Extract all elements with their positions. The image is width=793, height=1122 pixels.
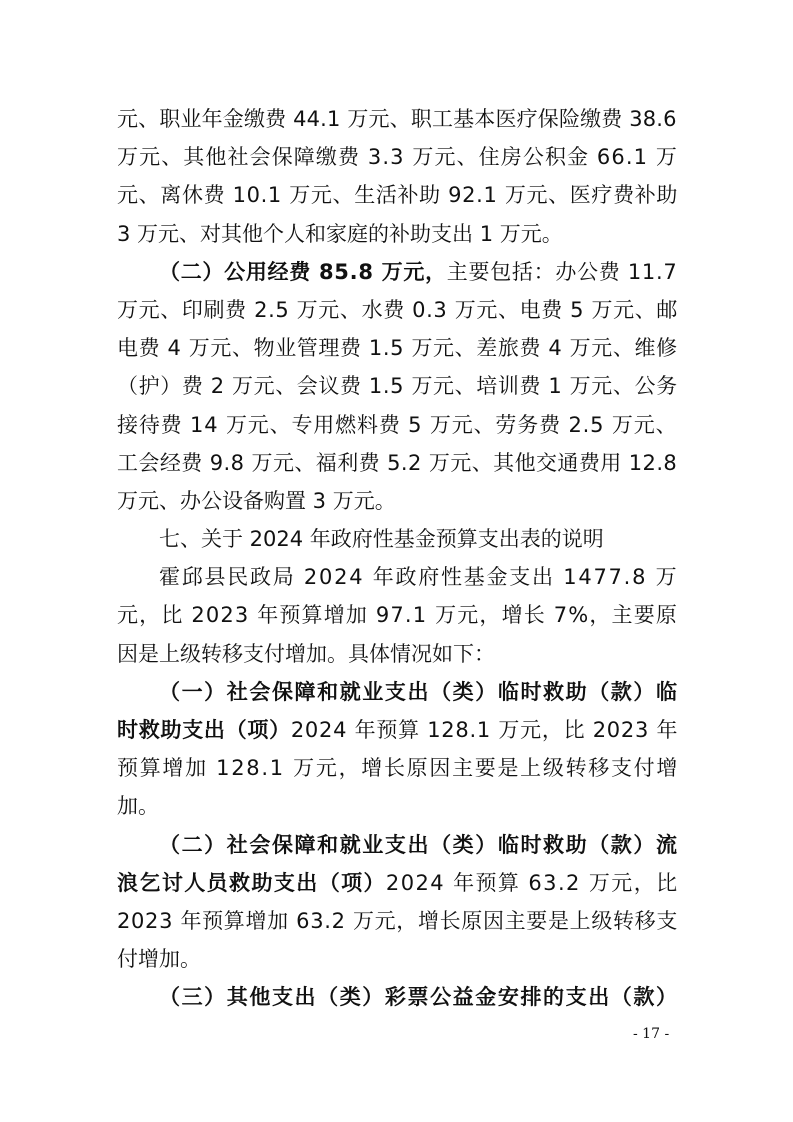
bold-lead: 时救助支出（项） bbox=[117, 718, 291, 742]
text-line bbox=[117, 406, 677, 444]
text-line bbox=[117, 826, 677, 864]
text-line bbox=[117, 978, 677, 1016]
text-segment: 工会经费 9.8 万元、福利费 5.2 万元、其他交通费用 12.8 bbox=[117, 450, 678, 475]
text-segment: 接待费 14 万元、专用燃料费 5 万元、劳务费 2.5 万元、 bbox=[117, 412, 678, 437]
text-line bbox=[117, 291, 677, 329]
text-line bbox=[117, 253, 677, 291]
text-line bbox=[117, 138, 677, 176]
text-segment: 2024 年预算 128.1 万元，比 2023 年 bbox=[290, 718, 679, 742]
text-segment: 万元、其他社会保障缴费 3.3 万元、住房公积金 66.1 万 bbox=[117, 145, 678, 170]
text-line bbox=[117, 444, 677, 482]
text-segment: 万元、印刷费 2.5 万元、水费 0.3 万元、电费 5 万元、邮 bbox=[117, 297, 678, 322]
text-segment: 霍邱县民政局 2024 年政府性基金支出 1477.8 万 bbox=[159, 565, 679, 590]
text-segment: 元、职业年金缴费 44.1 万元、职工基本医疗保险缴费 38.6 bbox=[117, 107, 677, 131]
text-line bbox=[117, 902, 677, 940]
text-line bbox=[117, 100, 677, 138]
text-segment: 电费 4 万元、物业管理费 1.5 万元、差旅费 4 万元、维修 bbox=[117, 336, 678, 361]
text-line bbox=[117, 940, 677, 978]
text-line bbox=[117, 329, 677, 367]
text-segment: 主要包括：办公费 11.7 bbox=[446, 259, 678, 284]
text-line bbox=[117, 864, 677, 902]
text-segment bbox=[159, 253, 677, 291]
text-segment: 万元、办公设备购置 3 万元。 bbox=[117, 488, 396, 513]
text-segment: 预算增加 128.1 万元，增长原因主要是上级转移支付增 bbox=[117, 756, 680, 781]
bold-lead: （二）社会保障和就业支出（类）临时救助（款）流 bbox=[159, 832, 679, 857]
bold-lead: （三）其他支出（类）彩票公益金安排的支出（款） bbox=[159, 985, 679, 1010]
text-line bbox=[117, 176, 677, 214]
bold-lead: （一）社会保障和就业支出（类）临时救助（款）临 bbox=[159, 679, 679, 704]
text-line bbox=[117, 482, 677, 520]
bold-lead: 浪乞讨人员救助支出（项） bbox=[117, 870, 386, 895]
section-heading-text: 七、关于 2024 年政府性基金预算支出表的说明 bbox=[159, 527, 604, 552]
text-line bbox=[117, 749, 680, 787]
text-line bbox=[117, 787, 677, 825]
section-heading bbox=[117, 520, 677, 558]
text-segment: （护）费 2 万元、会议费 1.5 万元、培训费 1 万元、公务 bbox=[117, 374, 678, 399]
text-segment: 2023 年预算增加 63.2 万元，增长原因主要是上级转移支 bbox=[117, 908, 678, 933]
text-line bbox=[117, 635, 677, 673]
text-segment: 因是上级转移支付增加。具体情况如下： bbox=[117, 641, 495, 666]
text-line bbox=[117, 596, 677, 634]
text-line bbox=[117, 673, 677, 711]
text-segment: 加。 bbox=[117, 794, 159, 819]
text-segment: 元，比 2023 年预算增加 97.1 万元，增长 7%，主要原 bbox=[117, 603, 679, 628]
text-segment: 3 万元、对其他个人和家庭的补助支出 1 万元。 bbox=[117, 221, 563, 246]
text-line bbox=[117, 558, 677, 596]
document-body bbox=[117, 100, 680, 1017]
text-segment: 2024 年预算 63.2 万元，比 bbox=[385, 870, 679, 895]
bold-lead: （二）公用经费 85.8 万元， bbox=[159, 259, 447, 284]
text-line bbox=[117, 711, 677, 749]
page-number: - 17 - bbox=[633, 1026, 670, 1042]
text-segment: 付增加。 bbox=[117, 947, 201, 972]
text-segment: 元、离休费 10.1 万元、生活补助 92.1 万元、医疗费补助 bbox=[117, 183, 679, 208]
text-line bbox=[117, 367, 677, 405]
text-line bbox=[117, 215, 677, 253]
text-segment bbox=[117, 864, 679, 902]
text-segment bbox=[117, 711, 678, 749]
